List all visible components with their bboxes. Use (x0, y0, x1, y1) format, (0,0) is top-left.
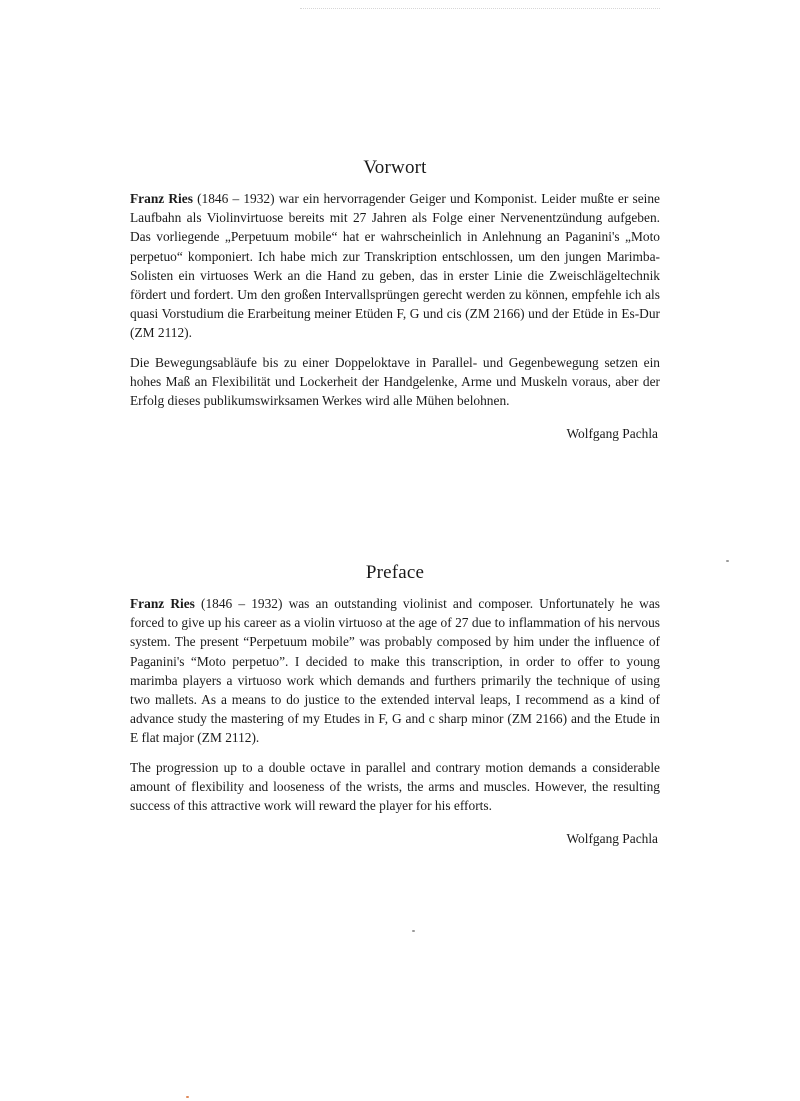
vorwort-title: Vorwort (363, 157, 427, 178)
preface-paragraph-1 (130, 594, 660, 748)
vorwort-paragraph-1-text: (1846 – 1932) war ein hervorragender Geiger und Komponist. Leider mußte er seine Laufbahn als Violinvirtuose bereits mit 27 Jahren als Folge einer Nervenentzündung aufgeben. Das vorliegende „Perpetuum mobile“ hat er wahrscheinlich in Anlehnung an Paganini's „Moto perpetuo“ komponiert. Ich habe mich zur Transkription entschlossen, um den jungen Marimba-Solisten ein virtuoses Werk an die Hand zu geben, das in erster Linie die Zweischlägeltechnik fördert und fordert. Um den großen Intervallsprüngen gerecht werden zu können, empfehle ich als quasi Vorstudium die Erarbeitung meiner Etüden F, G und cis (ZM 2166) und der Etüde in Es-Dur (ZM 2112). (130, 191, 661, 341)
vorwort-signature: Wolfgang Pachla (566, 426, 658, 442)
scan-speck (186, 1096, 189, 1098)
vorwort-paragraph-1 (130, 189, 660, 343)
scan-speck (726, 560, 729, 562)
preface-paragraph-2: The progression up to a double octave in parallel and contrary motion demands a considerable amount of flexibility and looseness of the wrists, the arms and muscles. However, the resulting success of this attractive work will reward the player for his efforts. (130, 759, 660, 814)
vorwort-paragraph-2: Die Bewegungsabläufe bis zu einer Doppeloktave in Parallel- und Gegenbewegung setzen ein hohes Maß an Flexibilität und Lockerheit der Handgelenke, Arme und Muskeln voraus, aber der Erfolg dieses publikumswirksamen Werkes wird alle Mühen belohnen. (130, 354, 660, 409)
preface-composer-name: Franz Ries (130, 596, 195, 611)
vorwort-section (130, 157, 660, 442)
scan-speck (412, 930, 415, 932)
preface-signature: Wolfgang Pachla (566, 831, 658, 847)
scan-artifact-top (300, 0, 660, 9)
vorwort-composer-name: Franz Ries (130, 191, 193, 206)
preface-paragraph-1-text: (1846 – 1932) was an outstanding violinist and composer. Unfortunately he was forced to give up his career as a violin virtuoso at the age of 27 due to inflammation of his nervous system. The present “Perpetuum mobile” was probably composed by him under the influence of Paganini's “Moto perpetuo”. I decided to make this transcription, in order to offer to young marimba players a virtuoso work which demands and furthers primarily the technique of using two mallets. As a means to do justice to the extended interval leaps, I recommend as a kind of advance study the mastering of my Etudes in F, G and c sharp minor (ZM 2166) and the Etude in E flat major (ZM 2112). (130, 596, 660, 746)
preface-section (130, 562, 660, 847)
preface-title: Preface (365, 562, 425, 583)
